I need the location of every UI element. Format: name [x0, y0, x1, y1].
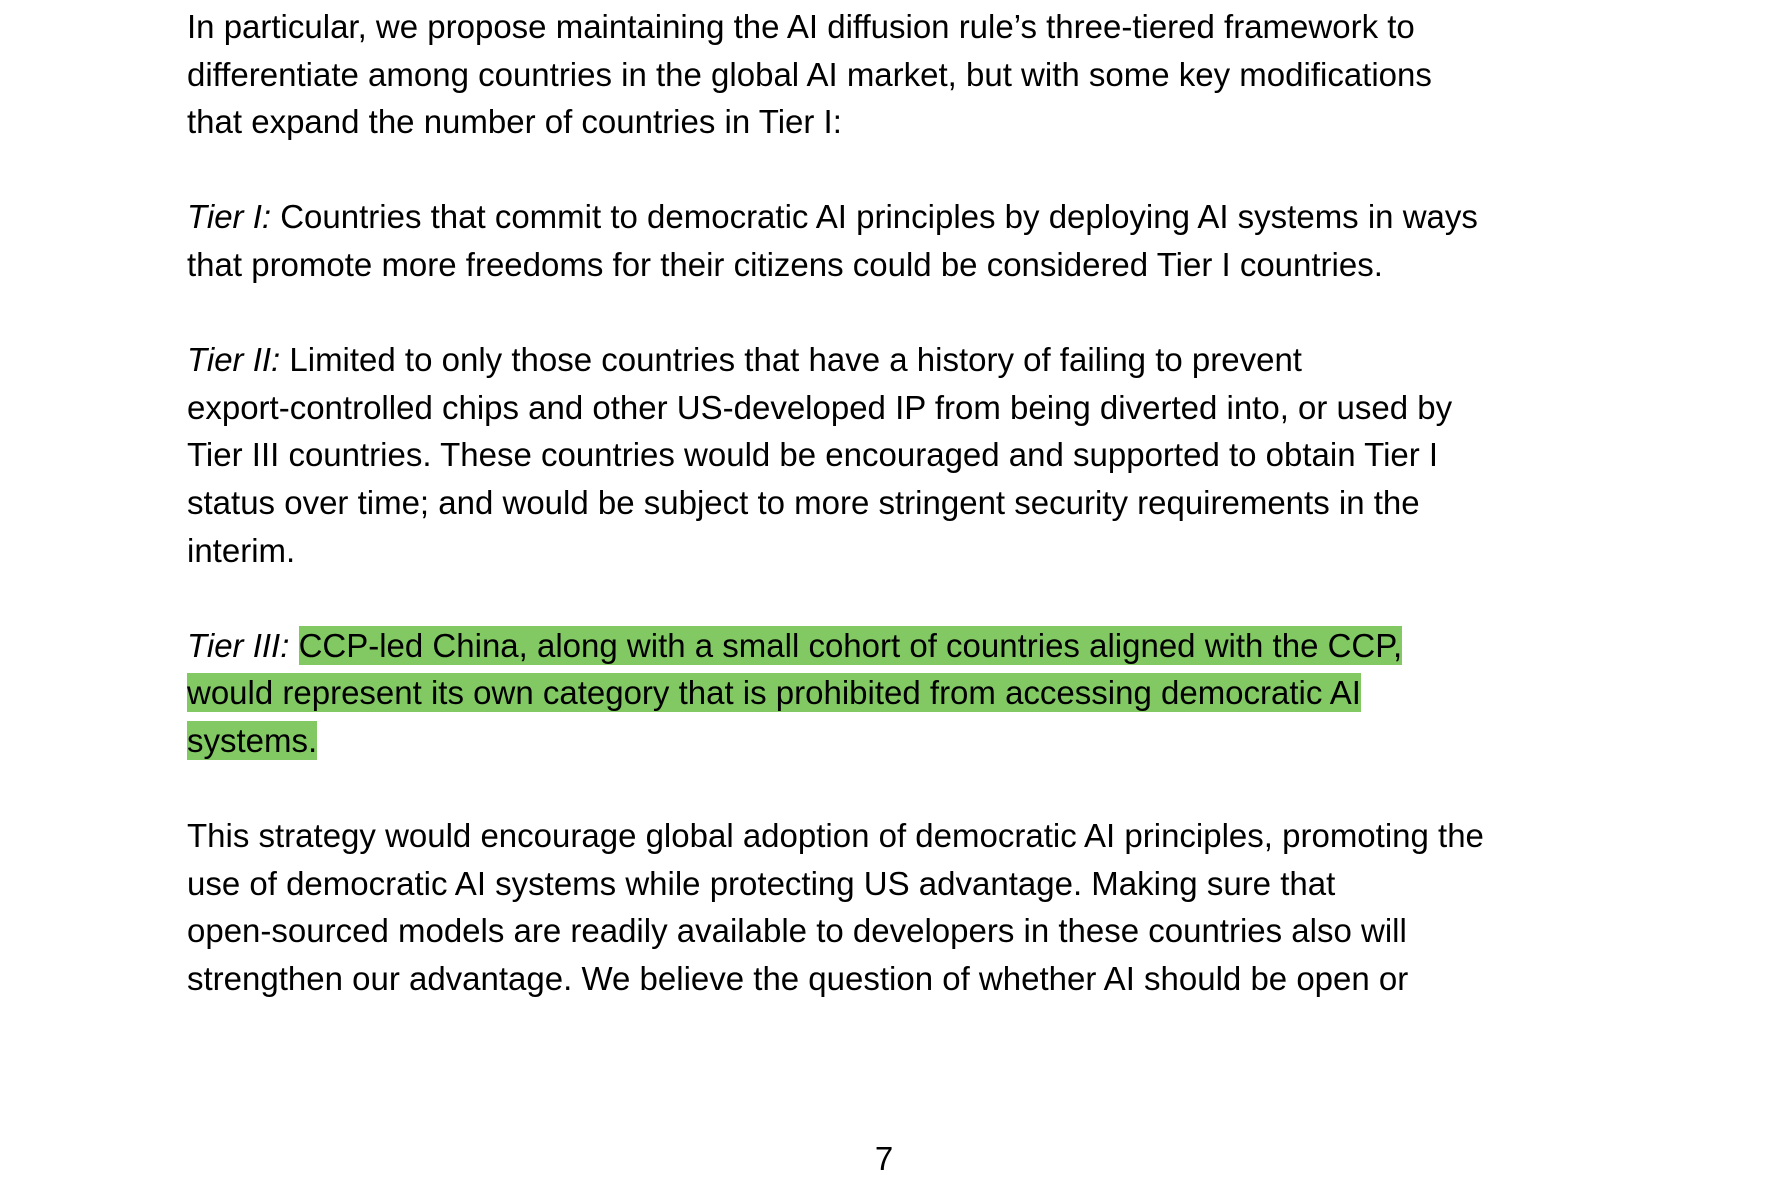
tier2-label: Tier II: [187, 341, 281, 379]
tier1-paragraph [187, 193, 1484, 288]
text-line [187, 622, 1484, 670]
strategy-paragraph [187, 812, 1484, 1002]
tier1-label: Tier I: [187, 198, 272, 236]
text-line [187, 717, 1484, 765]
text-line [187, 669, 1484, 717]
text-line: strengthen our advantage. We believe the question of whether AI should be open or [187, 959, 1409, 997]
text-line [187, 336, 1484, 384]
highlighted-text[interactable]: would represent its own category that is prohibited from accessing democratic AI [187, 674, 1361, 712]
page-number: 7 [874, 1140, 894, 1177]
tier3-paragraph [187, 622, 1484, 765]
text-line: This strategy would encourage global adoption of democratic AI principles, promoting the [187, 817, 1484, 855]
document-page [187, 3, 1484, 1050]
highlighted-text[interactable]: systems. [187, 721, 318, 759]
text-line: differentiate among countries in the global AI market, but with some key modifications [187, 55, 1432, 93]
text-run: Limited to only those countries that have a history of failing to prevent [280, 341, 1302, 379]
text-run: Countries that commit to democratic AI principles by deploying AI systems in ways [271, 198, 1478, 236]
intro-paragraph [187, 3, 1484, 146]
text-line: open-sourced models are readily available to developers in these countries also will [187, 912, 1407, 950]
text-line: use of democratic AI systems while protecting US advantage. Making sure that [187, 864, 1336, 902]
text-line: Tier III countries. These countries would be encouraged and supported to obtain Tier I [187, 436, 1439, 474]
text-line: that promote more freedoms for their citizens could be considered Tier I countries. [187, 245, 1383, 283]
tier2-paragraph [187, 336, 1484, 574]
tier3-label: Tier III: [187, 626, 290, 664]
text-line: that expand the number of countries in Tier I: [187, 103, 842, 141]
text-line: interim. [187, 531, 296, 569]
text-line: export-controlled chips and other US-developed IP from being diverted into, or used by [187, 388, 1453, 426]
text-line: In particular, we propose maintaining the AI diffusion rule’s three-tiered framework to [187, 8, 1415, 45]
text-line: status over time; and would be subject to more stringent security requirements in the [187, 483, 1420, 521]
text-line [187, 193, 1484, 241]
highlighted-text[interactable]: CCP-led China, along with a small cohort of countries aligned with the CCP, [298, 626, 1403, 664]
